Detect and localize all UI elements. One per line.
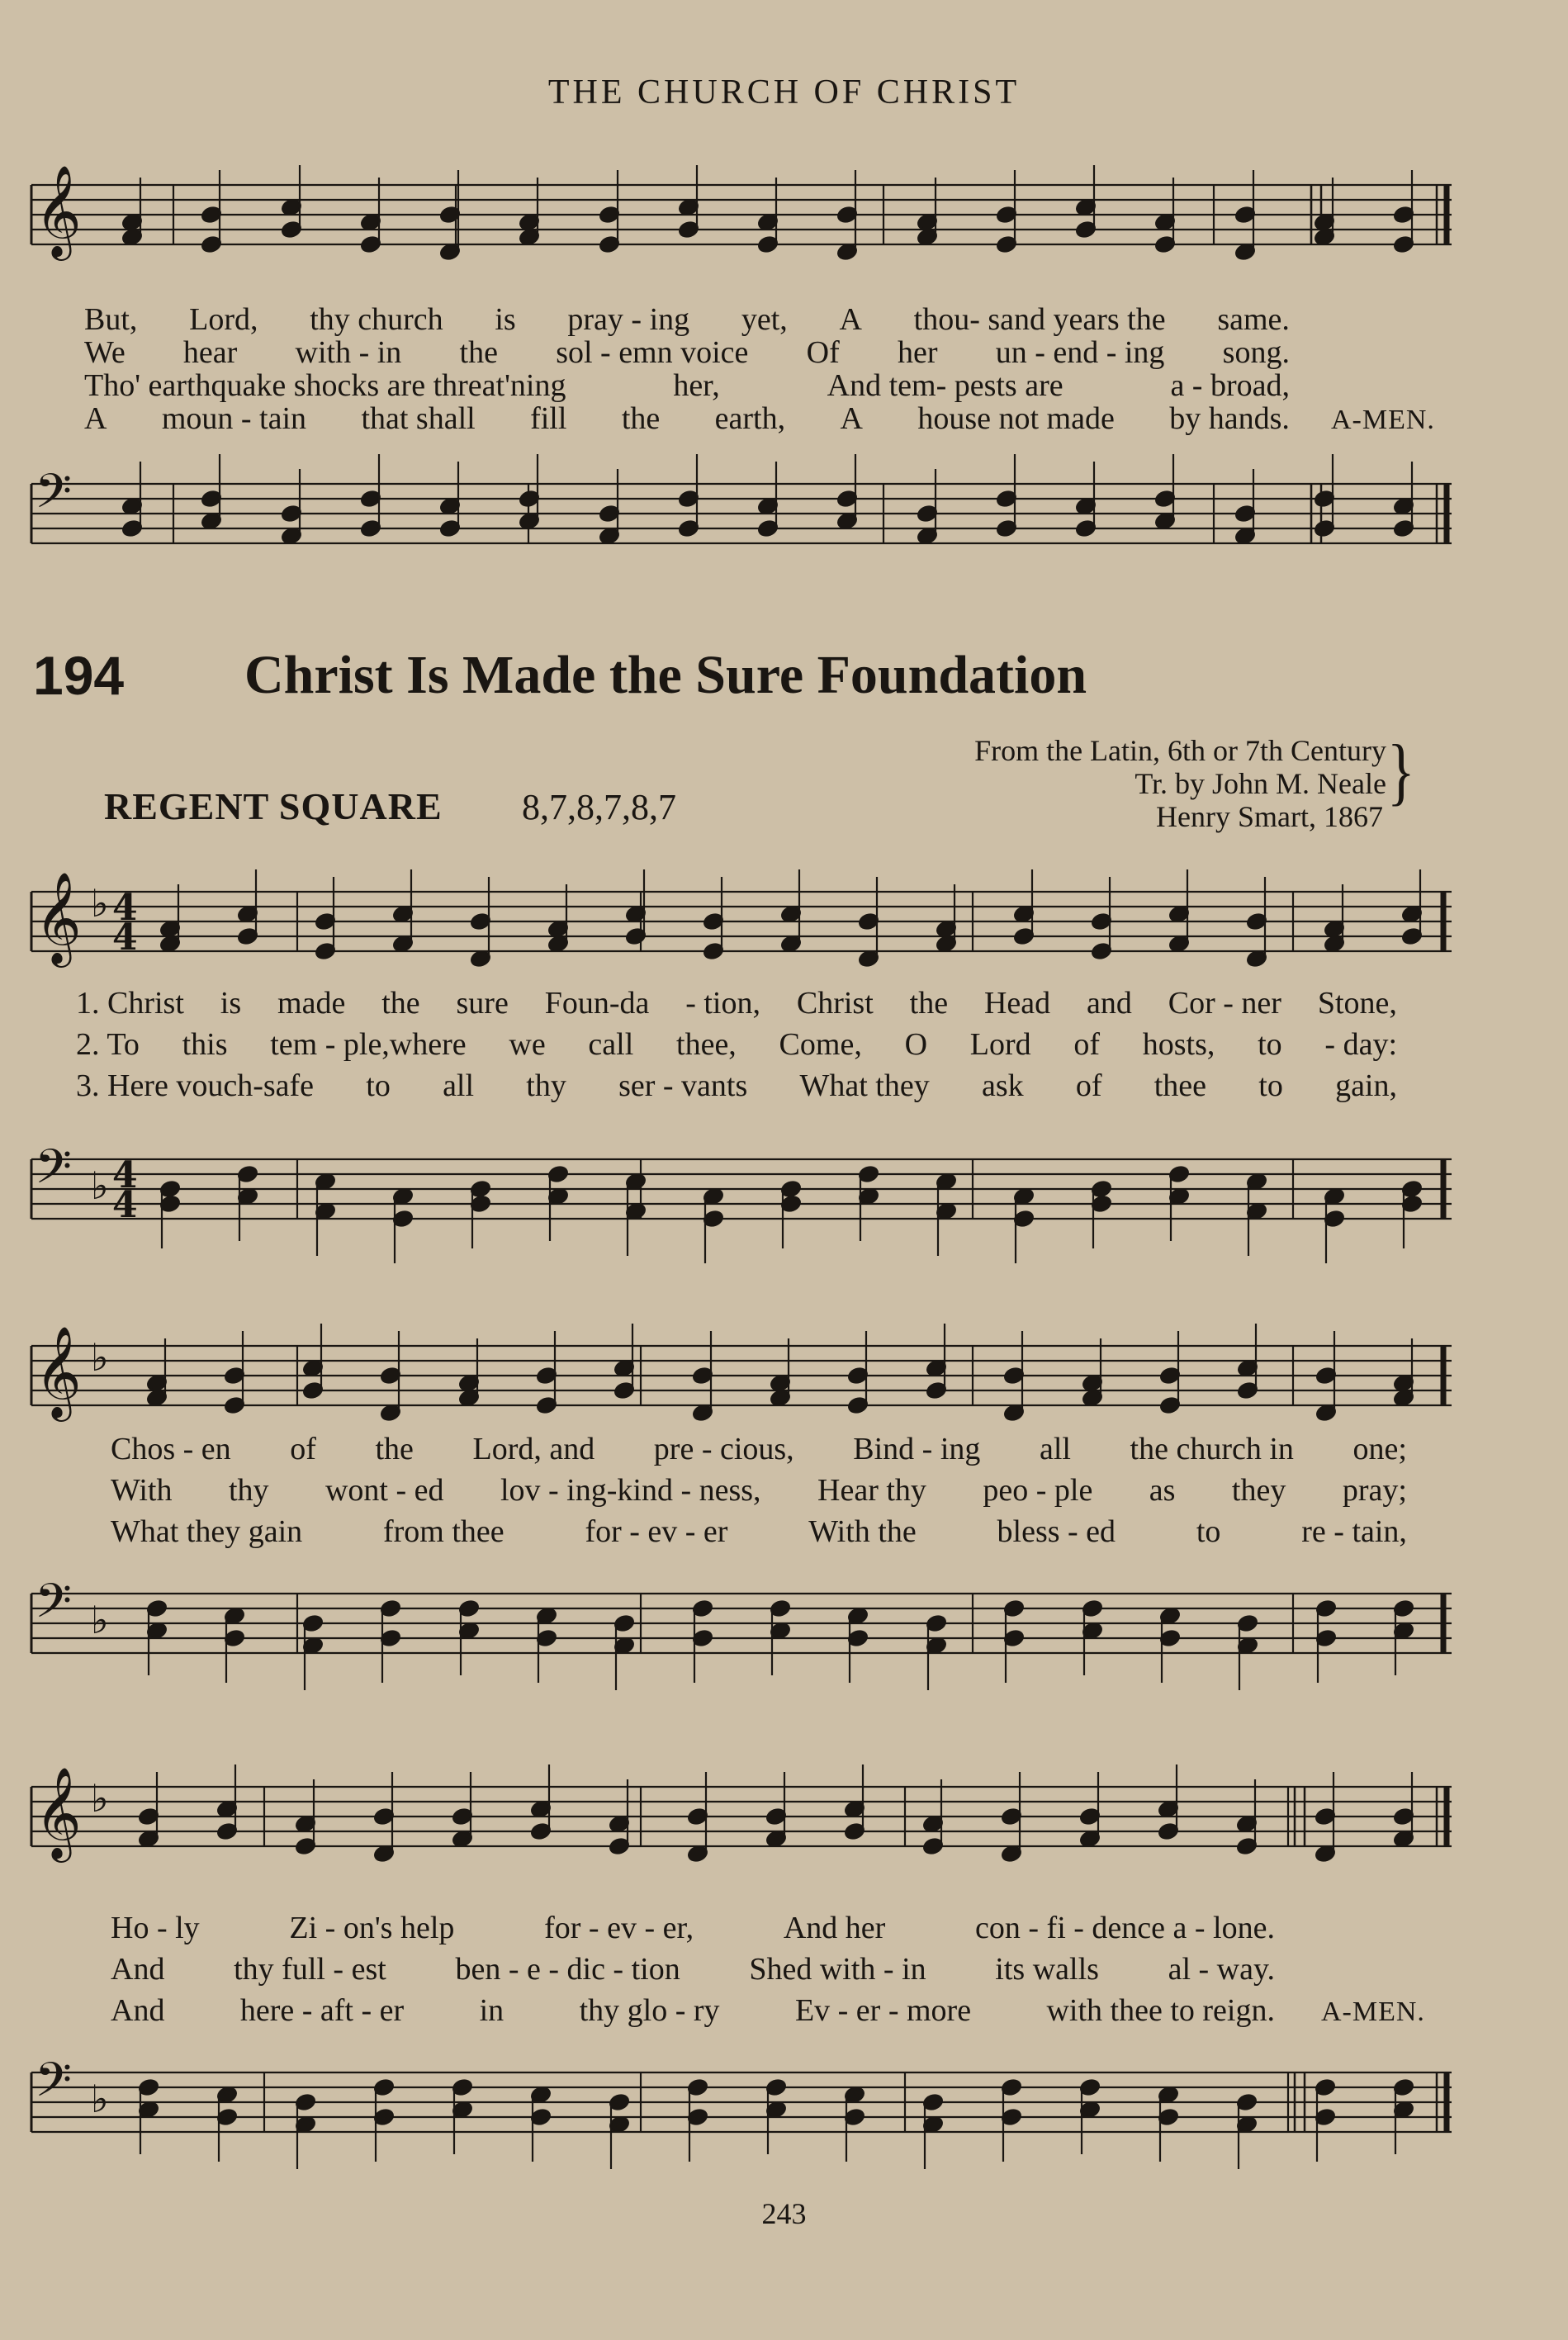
- system-1-treble-staff: [0, 834, 1568, 991]
- lyric-syllable: thou- sand years the: [913, 302, 1166, 337]
- key-signature-flat-icon: ♭: [91, 1335, 109, 1380]
- lyric-syllable: thy: [526, 1068, 566, 1103]
- lyric-syllable: they: [1231, 1473, 1286, 1508]
- lyric-syllable: Foun-da: [544, 986, 650, 1021]
- lyric-syllable: of: [290, 1432, 316, 1466]
- lyric-syllable: gain,: [1335, 1068, 1397, 1103]
- lyric-syllable: And her: [783, 1911, 886, 1945]
- lyric-syllable: to: [1196, 1514, 1221, 1549]
- lyric-syllable: A: [839, 302, 862, 337]
- lyric-syllable: What they gain: [111, 1514, 303, 1549]
- lyric-syllable: Tho' earthquake shocks are threat'ning: [84, 368, 566, 403]
- treble-clef-icon: 𝄞: [35, 1766, 82, 1859]
- lyric-syllable: With: [111, 1473, 173, 1508]
- lyric-syllable: thee: [1153, 1068, 1207, 1103]
- lyric-syllable: song.: [1222, 335, 1290, 370]
- lyric-syllable: thy church: [310, 302, 443, 337]
- treble-clef-icon: 𝄞: [35, 165, 82, 257]
- lyric-syllable: and: [1087, 986, 1132, 1021]
- system-1-verse-1: [76, 983, 1397, 1024]
- time-signature-digit: 4: [112, 887, 138, 929]
- system-3-treble-staff: [0, 1734, 1568, 1891]
- lyric-syllable: With the: [808, 1514, 917, 1549]
- lyric-syllable: A: [84, 401, 107, 436]
- lyric-syllable: And: [111, 1952, 165, 1987]
- lyric-syllable: that shall: [361, 401, 476, 436]
- lyric-syllable: 2. To: [76, 1027, 140, 1062]
- key-signature-flat-icon: ♭: [91, 1598, 109, 1642]
- system-2-verse-3: [111, 1511, 1407, 1552]
- lyric-syllable: yet,: [741, 302, 788, 337]
- lyric-syllable: with - in: [295, 335, 402, 370]
- lyric-syllable: Shed with - in: [749, 1952, 926, 1987]
- lyric-syllable: for - ev - er: [585, 1514, 728, 1549]
- system-1-bass-staff: [0, 1123, 1568, 1263]
- credits-brace: }: [1387, 731, 1415, 814]
- lyric-syllable: here - aft - er: [239, 1993, 405, 2028]
- lyric-syllable: to: [1258, 1068, 1283, 1103]
- bass-clef-icon: 𝄢: [35, 1139, 73, 1206]
- lyric-syllable: house not made: [917, 401, 1115, 436]
- lyric-syllable: ask: [981, 1068, 1024, 1103]
- lyric-syllable: for - ev - er,: [544, 1911, 694, 1945]
- lyric-syllable: is: [220, 986, 242, 1021]
- lyric-syllable: 1. Christ: [76, 986, 184, 1021]
- lyric-syllable: in: [479, 1993, 505, 2028]
- lyric-syllable: Stone,: [1317, 986, 1397, 1021]
- lyric-syllable: its walls: [995, 1952, 1099, 1987]
- system-3-verse-2: [111, 1949, 1275, 1990]
- lyric-syllable: one;: [1352, 1432, 1407, 1466]
- lyric-syllable: moun - tain: [161, 401, 307, 436]
- lyric-syllable: A: [840, 401, 863, 436]
- lyric-syllable: call: [588, 1027, 634, 1062]
- translator: Tr. by John M. Neale: [1135, 767, 1386, 800]
- lyric-syllable: from thee: [382, 1514, 505, 1549]
- key-signature-flat-icon: ♭: [91, 1163, 109, 1208]
- tune-name: REGENT SQUARE: [104, 785, 443, 827]
- system-3-verse-1: [111, 1907, 1275, 1949]
- lyric-syllable: Ho - ly: [111, 1911, 200, 1945]
- lyric-syllable: wont - ed: [324, 1473, 444, 1508]
- previous-hymn-bass-staff: [0, 438, 1568, 578]
- bass-clef-icon: 𝄢: [35, 463, 73, 531]
- lyric-syllable: Bind - ing: [853, 1432, 981, 1466]
- lyric-syllable: Head: [983, 986, 1051, 1021]
- lyric-syllable: Ev - er - more: [794, 1993, 972, 2028]
- page-number: 243: [761, 2197, 807, 2230]
- running-head: THE CHURCH OF CHRIST: [547, 73, 1021, 111]
- lyric-syllable: this: [182, 1027, 228, 1062]
- lyric-syllable: ben - e - dic - tion: [455, 1952, 680, 1987]
- lyric-syllable: tem - ple,where: [270, 1027, 467, 1062]
- system-2-treble-staff: [0, 1288, 1568, 1445]
- lyric-syllable: We: [84, 335, 126, 370]
- lyric-syllable: hear: [182, 335, 238, 370]
- lyric-syllable: by hands.: [1169, 401, 1290, 436]
- text-source: From the Latin, 6th or 7th Century: [974, 734, 1386, 767]
- hymn-title: Christ Is Made the Sure Foundation: [244, 645, 1087, 705]
- lyric-syllable: thee,: [676, 1027, 737, 1062]
- lyric-syllable: with thee to reign.: [1046, 1993, 1275, 2028]
- lyric-syllable: the: [381, 986, 420, 1021]
- lyric-syllable: pre - cious,: [653, 1432, 794, 1466]
- lyric-syllable: Lord: [969, 1027, 1031, 1062]
- previous-hymn-amen: A-MEN.: [1331, 405, 1435, 435]
- lyric-syllable: sol - emn voice: [556, 335, 749, 370]
- previous-hymn-verse-4: [84, 398, 1290, 439]
- lyric-syllable: But,: [84, 302, 138, 337]
- lyric-syllable: the: [621, 401, 661, 436]
- system-2-verse-1: [111, 1428, 1407, 1470]
- bass-clef-icon: 𝄢: [35, 2052, 73, 2120]
- lyric-syllable: same.: [1217, 302, 1290, 337]
- lyric-syllable: O: [904, 1027, 928, 1062]
- lyric-syllable: Hear thy: [817, 1473, 926, 1508]
- lyric-syllable: the: [459, 335, 498, 370]
- lyric-syllable: Chos - en: [111, 1432, 231, 1466]
- key-signature-flat-icon: ♭: [91, 881, 109, 926]
- lyric-syllable: lov - ing-kind - ness,: [500, 1473, 761, 1508]
- lyric-syllable: Cor - ner: [1168, 986, 1281, 1021]
- lyric-syllable: un - end - ing: [995, 335, 1165, 370]
- composer: Henry Smart, 1867: [1156, 800, 1383, 833]
- lyric-syllable: a - broad,: [1170, 368, 1290, 403]
- lyric-syllable: And tem- pests are: [827, 368, 1063, 403]
- lyric-syllable: Come,: [779, 1027, 862, 1062]
- treble-clef-icon: 𝄞: [35, 871, 82, 964]
- system-3-verse-3: [111, 1990, 1275, 2031]
- lyric-syllable: thy full - est: [234, 1952, 386, 1987]
- lyric-syllable: is: [495, 302, 516, 337]
- previous-hymn-treble-staff: [0, 165, 1568, 297]
- key-signature-flat-icon: ♭: [91, 2077, 109, 2121]
- lyric-syllable: Zi - on's help: [289, 1911, 455, 1945]
- lyric-syllable: And: [111, 1993, 165, 2028]
- lyric-syllable: as: [1149, 1473, 1176, 1508]
- lyric-syllable: sure: [456, 986, 509, 1021]
- lyric-syllable: fill: [530, 401, 567, 436]
- system-1-verse-2: [76, 1024, 1397, 1065]
- hymn-number: 194: [33, 645, 125, 706]
- lyric-syllable: the church in: [1130, 1432, 1294, 1466]
- lyric-syllable: con - fi - dence a - lone.: [975, 1911, 1275, 1945]
- lyric-syllable: Lord,: [189, 302, 258, 337]
- lyric-syllable: we: [509, 1027, 546, 1062]
- lyric-syllable: earth,: [714, 401, 786, 436]
- key-signature-flat-icon: ♭: [91, 1776, 109, 1821]
- lyric-syllable: her,: [673, 368, 720, 403]
- bass-clef-icon: 𝄢: [35, 1573, 73, 1641]
- lyric-syllable: pray - ing: [567, 302, 690, 337]
- lyric-syllable: 3. Here vouch-safe: [76, 1068, 315, 1103]
- system-1-verse-3: [76, 1065, 1397, 1106]
- lyric-syllable: Christ: [796, 986, 874, 1021]
- lyric-syllable: re - tain,: [1301, 1514, 1407, 1549]
- lyric-syllable: bless - ed: [997, 1514, 1116, 1549]
- lyric-syllable: the: [909, 986, 949, 1021]
- lyric-syllable: Of: [806, 335, 840, 370]
- lyric-syllable: peo - ple: [983, 1473, 1093, 1508]
- lyric-syllable: - day:: [1324, 1027, 1397, 1062]
- system-2-verse-2: [111, 1470, 1407, 1511]
- lyric-syllable: - tion,: [685, 986, 760, 1021]
- time-signature-digit: 4: [112, 1154, 138, 1196]
- lyric-syllable: of: [1073, 1027, 1101, 1062]
- lyric-syllable: all: [1039, 1432, 1071, 1466]
- meter: 8,7,8,7,8,7: [522, 787, 676, 827]
- lyric-syllable: thy: [228, 1473, 269, 1508]
- lyric-syllable: Lord, and: [472, 1432, 595, 1466]
- hymn-amen: A-MEN.: [1321, 1997, 1425, 2027]
- treble-clef-icon: 𝄞: [35, 1325, 82, 1418]
- time-signature-digit: 4: [112, 1184, 138, 1226]
- lyric-syllable: al - way.: [1168, 1952, 1275, 1987]
- lyric-syllable: pray;: [1342, 1473, 1407, 1508]
- lyric-syllable: all: [443, 1068, 475, 1103]
- lyric-syllable: ser - vants: [618, 1068, 748, 1103]
- lyric-syllable: of: [1075, 1068, 1102, 1103]
- lyric-syllable: her: [897, 335, 938, 370]
- lyric-syllable: made: [277, 986, 346, 1021]
- lyric-syllable: the: [375, 1432, 414, 1466]
- system-2-bass-staff: [0, 1561, 1568, 1701]
- lyric-syllable: hosts,: [1142, 1027, 1215, 1062]
- time-signature-digit: 4: [112, 917, 138, 959]
- lyric-syllable: What they: [799, 1068, 930, 1103]
- lyric-syllable: thy glo - ry: [579, 1993, 720, 2028]
- lyric-syllable: to: [366, 1068, 391, 1103]
- system-3-bass-staff: [0, 2039, 1568, 2196]
- lyric-syllable: to: [1258, 1027, 1282, 1062]
